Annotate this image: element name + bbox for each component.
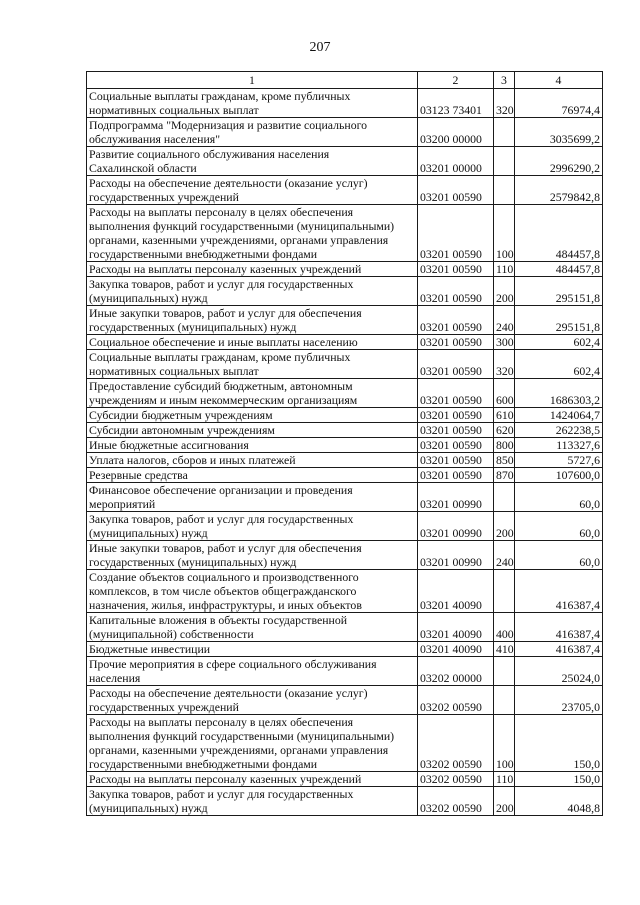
row-sum: 4048,8 (515, 787, 603, 816)
row-sum: 416387,4 (515, 570, 603, 613)
row-code: 03201 00590 (418, 453, 494, 468)
row-name: Расходы на выплаты персоналу в целях обеспечения выполнения функций государственными (муниципальными) органами, казенными учреждениями, органами управления государственными внебюджетными фондами (87, 205, 418, 262)
row-code: 03201 00990 (418, 541, 494, 570)
row-type (494, 118, 515, 147)
row-sum: 107600,0 (515, 468, 603, 483)
row-code: 03201 40090 (418, 642, 494, 657)
row-code: 03201 00590 (418, 468, 494, 483)
row-type: 100 (494, 715, 515, 772)
row-name: Субсидии автономным учреждениям (87, 423, 418, 438)
row-code: 03201 00590 (418, 205, 494, 262)
table-row (87, 408, 603, 423)
row-sum: 3035699,2 (515, 118, 603, 147)
row-code: 03201 00590 (418, 335, 494, 350)
row-code: 03201 40090 (418, 570, 494, 613)
table-row (87, 379, 603, 408)
row-type: 110 (494, 262, 515, 277)
header-row (87, 72, 603, 89)
row-name: Предоставление субсидий бюджетным, автономным учреждениям и иным некоммерческим организациям (87, 379, 418, 408)
row-name: Расходы на обеспечение деятельности (оказание услуг) государственных учреждений (87, 176, 418, 205)
row-code: 03202 00590 (418, 787, 494, 816)
row-name: Социальные выплаты гражданам, кроме публичных нормативных социальных выплат (87, 89, 418, 118)
table-row (87, 438, 603, 453)
row-type: 610 (494, 408, 515, 423)
row-name: Расходы на обеспечение деятельности (оказание услуг) государственных учреждений (87, 686, 418, 715)
row-type (494, 570, 515, 613)
row-code: 03201 00590 (418, 277, 494, 306)
table-row (87, 512, 603, 541)
row-name: Социальные выплаты гражданам, кроме публичных нормативных социальных выплат (87, 350, 418, 379)
table-row (87, 118, 603, 147)
row-sum: 1686303,2 (515, 379, 603, 408)
row-name: Финансовое обеспечение организации и проведения мероприятий (87, 483, 418, 512)
table-row (87, 350, 603, 379)
table-row (87, 423, 603, 438)
row-name: Бюджетные инвестиции (87, 642, 418, 657)
table-row (87, 715, 603, 772)
row-sum: 1424064,7 (515, 408, 603, 423)
row-type: 200 (494, 277, 515, 306)
row-type: 200 (494, 787, 515, 816)
row-type: 100 (494, 205, 515, 262)
row-type: 870 (494, 468, 515, 483)
row-name: Развитие социального обслуживания населения Сахалинской области (87, 147, 418, 176)
row-type: 320 (494, 350, 515, 379)
row-sum: 416387,4 (515, 642, 603, 657)
row-name: Подпрограмма "Модернизация и развитие социального обслуживания населения" (87, 118, 418, 147)
row-type (494, 147, 515, 176)
row-sum: 150,0 (515, 772, 603, 787)
row-code: 03201 00590 (418, 262, 494, 277)
row-name: Резервные средства (87, 468, 418, 483)
row-name: Иные бюджетные ассигнования (87, 438, 418, 453)
row-code: 03201 00590 (418, 438, 494, 453)
row-code: 03201 00590 (418, 350, 494, 379)
row-type: 620 (494, 423, 515, 438)
page-number: 207 (309, 40, 331, 55)
row-sum: 113327,6 (515, 438, 603, 453)
row-sum: 262238,5 (515, 423, 603, 438)
row-sum: 60,0 (515, 541, 603, 570)
row-name: Социальное обеспечение и иные выплаты населению (87, 335, 418, 350)
row-code: 03123 73401 (418, 89, 494, 118)
header-name: 1 (87, 72, 418, 89)
row-code: 03201 00000 (418, 147, 494, 176)
row-type: 400 (494, 613, 515, 642)
row-name: Расходы на выплаты персоналу казенных учреждений (87, 772, 418, 787)
table-row (87, 277, 603, 306)
row-type: 240 (494, 541, 515, 570)
row-sum: 2579842,8 (515, 176, 603, 205)
row-code: 03202 00000 (418, 657, 494, 686)
row-type (494, 657, 515, 686)
row-name: Создание объектов социального и производственного комплексов, в том числе объектов общегражданского назначения, жилья, инфраструктуры, и иных объектов (87, 570, 418, 613)
row-name: Закупка товаров, работ и услуг для государственных (муниципальных) нужд (87, 787, 418, 816)
row-sum: 602,4 (515, 335, 603, 350)
row-type: 240 (494, 306, 515, 335)
row-code: 03202 00590 (418, 715, 494, 772)
row-sum: 5727,6 (515, 453, 603, 468)
row-type (494, 483, 515, 512)
row-sum: 295151,8 (515, 277, 603, 306)
row-code: 03202 00590 (418, 686, 494, 715)
row-sum: 60,0 (515, 483, 603, 512)
table-row (87, 147, 603, 176)
table-row (87, 176, 603, 205)
row-name: Иные закупки товаров, работ и услуг для обеспечения государственных (муниципальных) нужд (87, 306, 418, 335)
header-code: 2 (418, 72, 494, 89)
row-sum: 484457,8 (515, 205, 603, 262)
row-name: Субсидии бюджетным учреждениям (87, 408, 418, 423)
table-row (87, 335, 603, 350)
row-name: Расходы на выплаты персоналу в целях обеспечения выполнения функций государственными (муниципальными) органами, казенными учреждениями, органами управления государственными внебюджетными фондами (87, 715, 418, 772)
table-row (87, 686, 603, 715)
table-row (87, 262, 603, 277)
row-type: 850 (494, 453, 515, 468)
row-name: Закупка товаров, работ и услуг для государственных (муниципальных) нужд (87, 512, 418, 541)
row-sum: 2996290,2 (515, 147, 603, 176)
row-code: 03200 00000 (418, 118, 494, 147)
row-code: 03201 00590 (418, 408, 494, 423)
row-code: 03202 00590 (418, 772, 494, 787)
row-sum: 25024,0 (515, 657, 603, 686)
table-row (87, 613, 603, 642)
row-name: Расходы на выплаты персоналу казенных учреждений (87, 262, 418, 277)
row-type: 300 (494, 335, 515, 350)
table-row (87, 772, 603, 787)
table-row (87, 570, 603, 613)
row-code: 03201 00590 (418, 176, 494, 205)
header-sum: 4 (515, 72, 603, 89)
table-row (87, 306, 603, 335)
table-row (87, 541, 603, 570)
budget-table (86, 71, 603, 816)
row-name: Прочие мероприятия в сфере социального обслуживания населения (87, 657, 418, 686)
table-row (87, 642, 603, 657)
table-row (87, 89, 603, 118)
row-type: 600 (494, 379, 515, 408)
row-type (494, 176, 515, 205)
row-name: Капитальные вложения в объекты государственной (муниципальной) собственности (87, 613, 418, 642)
table-row (87, 205, 603, 262)
row-sum: 416387,4 (515, 613, 603, 642)
row-sum: 602,4 (515, 350, 603, 379)
row-sum: 295151,8 (515, 306, 603, 335)
table-row (87, 468, 603, 483)
table-row (87, 483, 603, 512)
row-name: Закупка товаров, работ и услуг для государственных (муниципальных) нужд (87, 277, 418, 306)
row-code: 03201 00590 (418, 423, 494, 438)
row-code: 03201 00990 (418, 512, 494, 541)
table-row (87, 453, 603, 468)
table-row (87, 657, 603, 686)
row-code: 03201 40090 (418, 613, 494, 642)
row-type (494, 686, 515, 715)
row-sum: 60,0 (515, 512, 603, 541)
row-type: 410 (494, 642, 515, 657)
table-row (87, 787, 603, 816)
header-type: 3 (494, 72, 515, 89)
row-code: 03201 00590 (418, 306, 494, 335)
row-code: 03201 00590 (418, 379, 494, 408)
row-type: 800 (494, 438, 515, 453)
table-body (87, 89, 603, 816)
row-code: 03201 00990 (418, 483, 494, 512)
row-sum: 484457,8 (515, 262, 603, 277)
row-type: 200 (494, 512, 515, 541)
row-type: 320 (494, 89, 515, 118)
row-type: 110 (494, 772, 515, 787)
row-sum: 150,0 (515, 715, 603, 772)
row-name: Уплата налогов, сборов и иных платежей (87, 453, 418, 468)
row-sum: 76974,4 (515, 89, 603, 118)
row-name: Иные закупки товаров, работ и услуг для обеспечения государственных (муниципальных) нужд (87, 541, 418, 570)
row-sum: 23705,0 (515, 686, 603, 715)
